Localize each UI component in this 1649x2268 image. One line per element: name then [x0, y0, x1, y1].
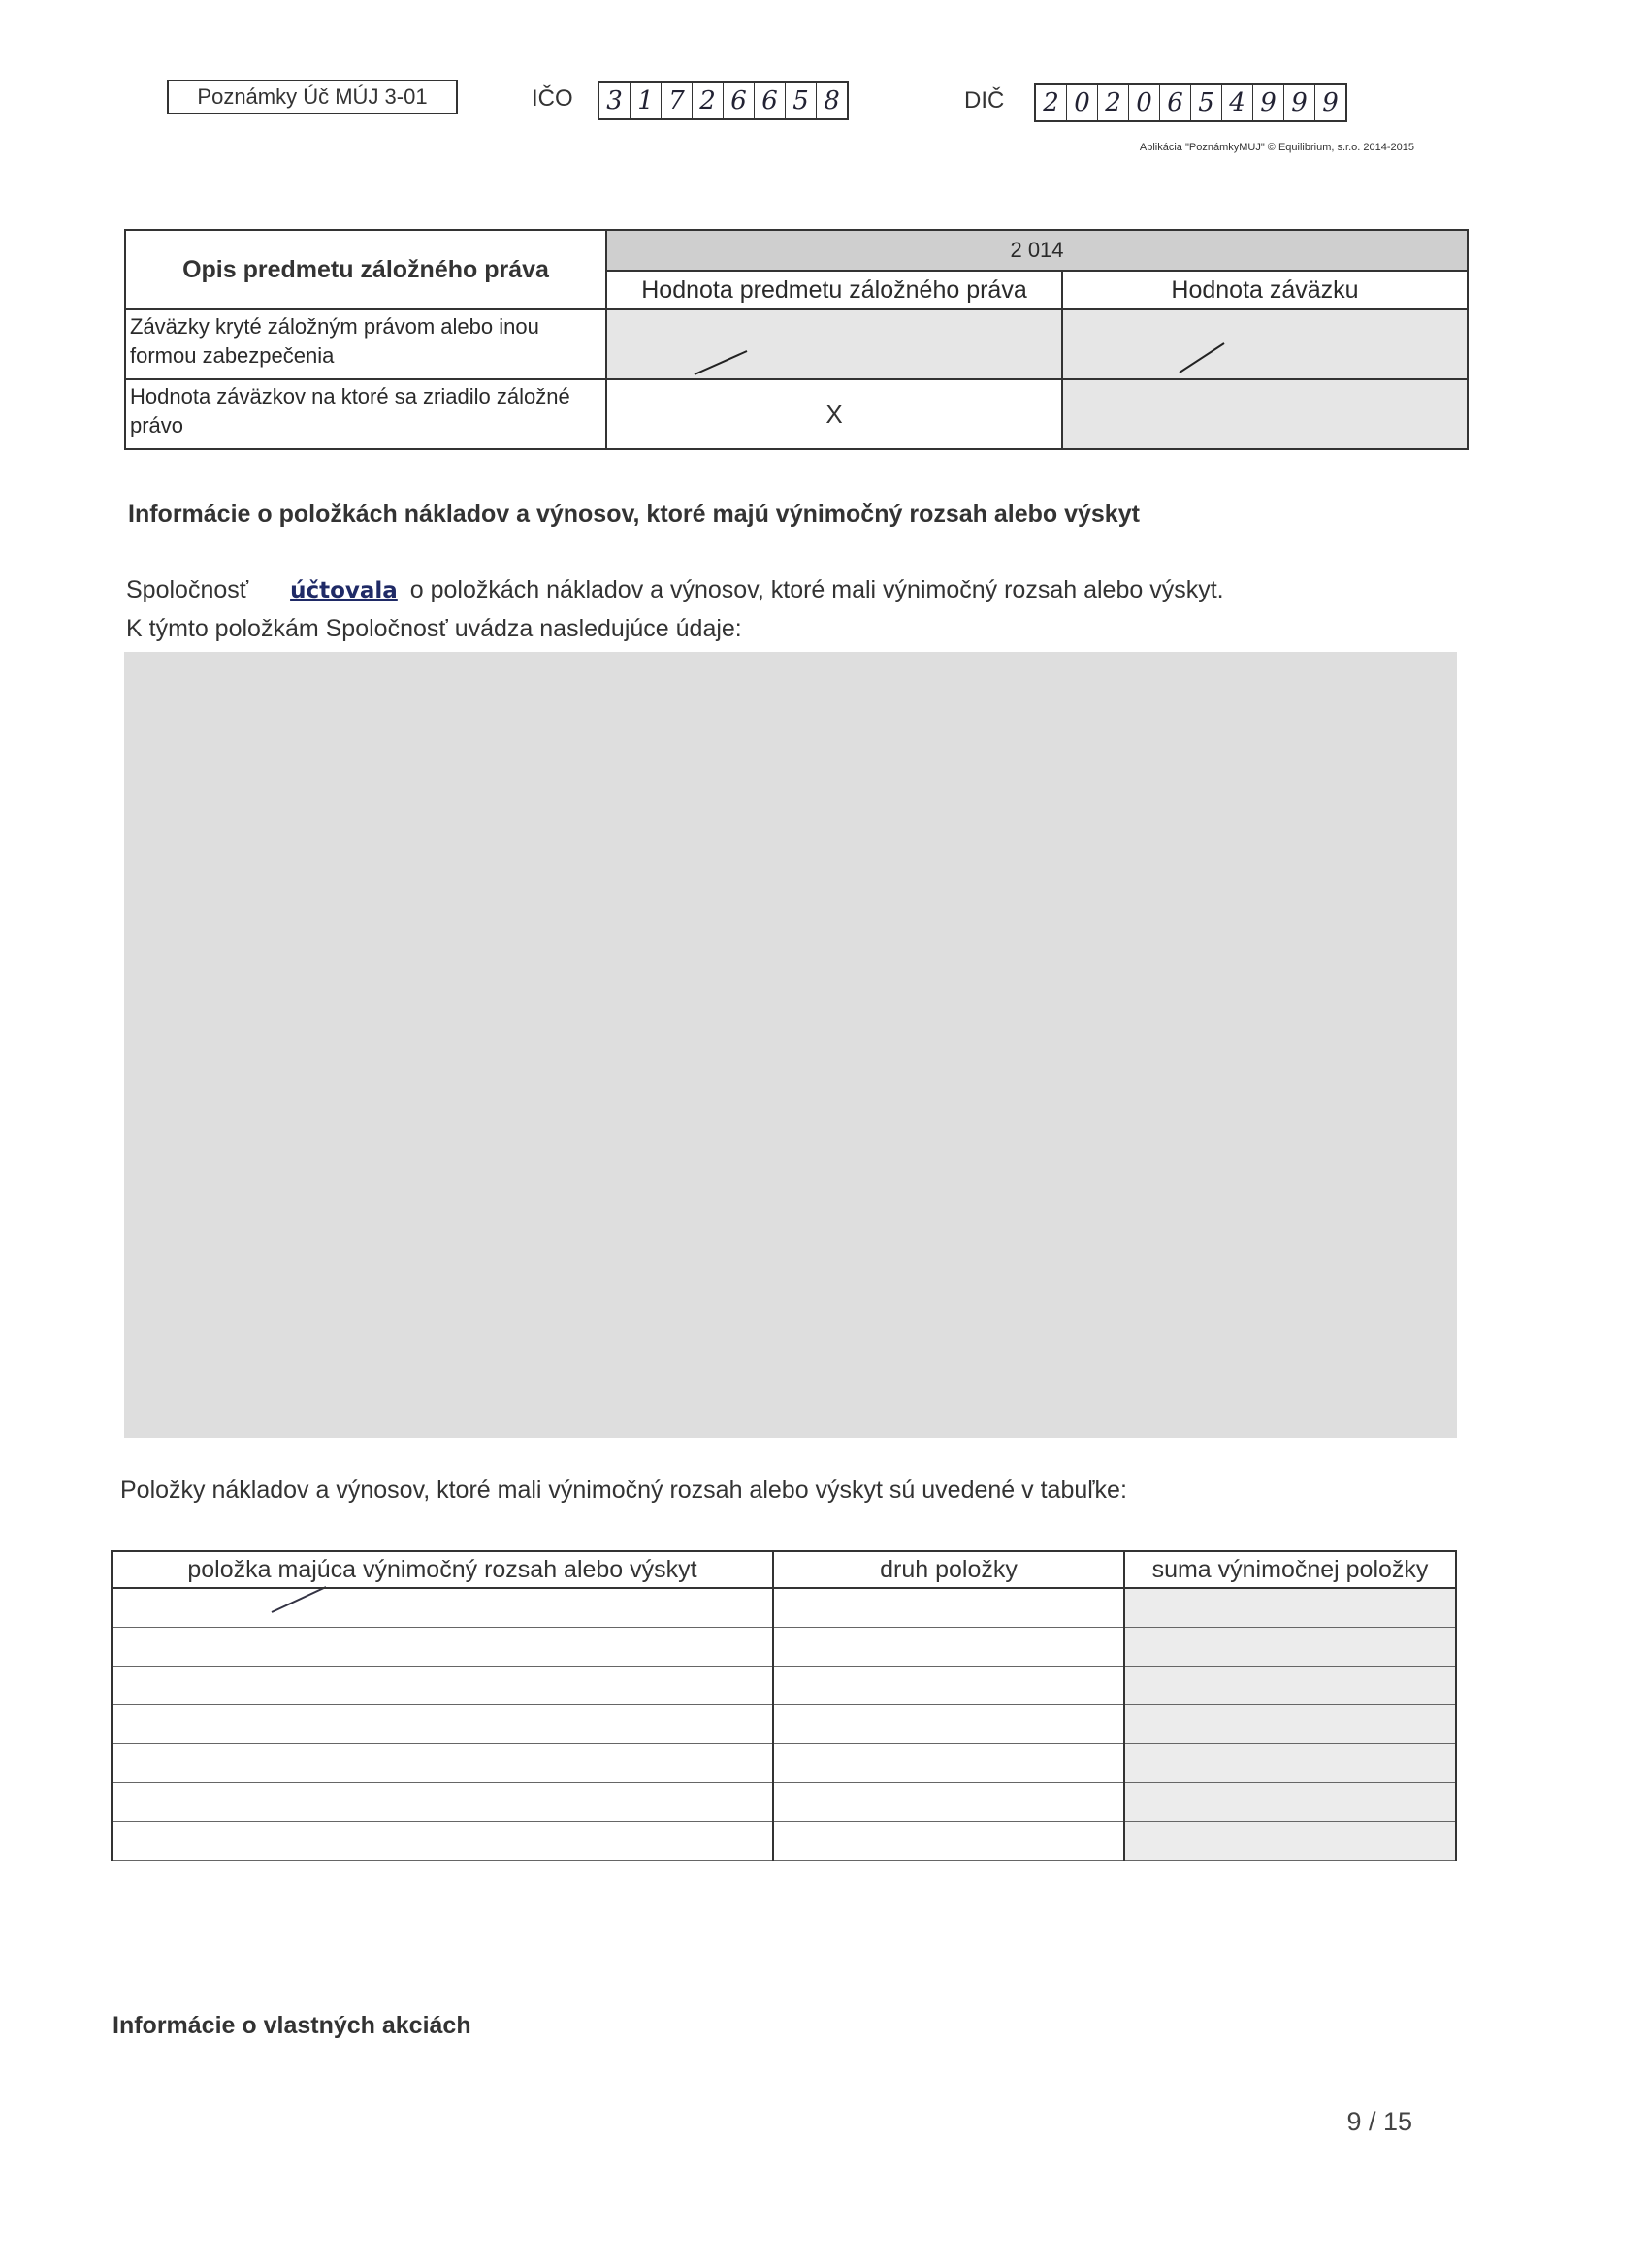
- pledge-row2-label: Hodnota záväzkov na ktoré sa zriadilo záložné právo: [125, 379, 606, 449]
- exceptional-line2: K týmto položkám Spoločnosť uvádza nasledujúce údaje:: [126, 615, 742, 642]
- dic-digit: 6: [1160, 85, 1191, 120]
- table-row: [112, 1822, 1456, 1861]
- pledge-row1-label: Záväzky kryté záložným právom alebo inou formou zabezpečenia: [125, 309, 606, 379]
- ico-digit: 1: [630, 83, 662, 118]
- pledge-desc-header: Opis predmetu záložného práva: [125, 230, 606, 309]
- dic-digit: 2: [1098, 85, 1129, 120]
- form-code: Poznámky Úč MÚJ 3-01: [167, 80, 458, 114]
- section-heading-shares: Informácie o vlastných akciách: [113, 2012, 471, 2039]
- ico-digit: 7: [662, 83, 693, 118]
- app-note: Aplikácia "PoznámkyMUJ" © Equilibrium, s.r.o. 2014-2015: [1139, 142, 1414, 153]
- section-heading-exceptional: Informácie o položkách nákladov a výnosov, ktoré majú výnimočný rozsah alebo výskyt: [128, 501, 1140, 528]
- pledge-year: 2 014: [606, 230, 1468, 271]
- table-row: [112, 1744, 1456, 1783]
- table-row: [112, 1588, 1456, 1628]
- exceptional-items-table: [111, 1550, 1457, 1861]
- exceptional-filled-value: účtovala: [290, 578, 398, 603]
- pledge-col-value-liability: Hodnota záväzku: [1062, 271, 1468, 309]
- items-col-item: položka majúca výnimočný rozsah alebo výskyt: [112, 1551, 773, 1588]
- pledge-col-value-asset: Hodnota predmetu záložného práva: [606, 271, 1062, 309]
- dic-digit: 0: [1129, 85, 1160, 120]
- ico-digit: 5: [786, 83, 817, 118]
- dic-digit: 9: [1322, 88, 1339, 117]
- table-row: [112, 1705, 1456, 1744]
- exceptional-line1-post: o položkách nákladov a výnosov, ktoré mali výnimočný rozsah alebo výskyt.: [409, 576, 1224, 603]
- table-row: [112, 1783, 1456, 1822]
- exceptional-line1: [126, 576, 1224, 604]
- table-row: [112, 1628, 1456, 1667]
- dic-label: DIČ: [964, 87, 1005, 113]
- ico-digit: 6: [755, 83, 786, 118]
- ico-digit: 8: [824, 86, 840, 115]
- page-number: 9 / 15: [1346, 2107, 1412, 2136]
- pledge-row2-col1: X: [606, 379, 1062, 449]
- ico-digit: 6: [724, 83, 755, 118]
- dic-digit: 9: [1253, 85, 1284, 120]
- ico-label: IČO: [532, 85, 573, 112]
- table-row: [112, 1667, 1456, 1705]
- exceptional-line1-pre: Spoločnosť: [126, 576, 249, 603]
- exceptional-details-area: [124, 652, 1457, 1438]
- exceptional-table-intro: Položky nákladov a výnosov, ktoré mali výnimočný rozsah alebo výskyt sú uvedené v tabuľke:: [120, 1476, 1127, 1504]
- dic-digit: 9: [1284, 85, 1315, 120]
- items-col-type: druh položky: [773, 1551, 1124, 1588]
- items-col-amount: suma výnimočnej položky: [1124, 1551, 1456, 1588]
- ico-digit: 3: [599, 83, 630, 118]
- dic-digit: 5: [1191, 85, 1222, 120]
- ico-digit: 2: [693, 83, 724, 118]
- dic-digit: 0: [1067, 85, 1098, 120]
- dic-digit: 2: [1036, 85, 1067, 120]
- dic-digit: 4: [1222, 85, 1253, 120]
